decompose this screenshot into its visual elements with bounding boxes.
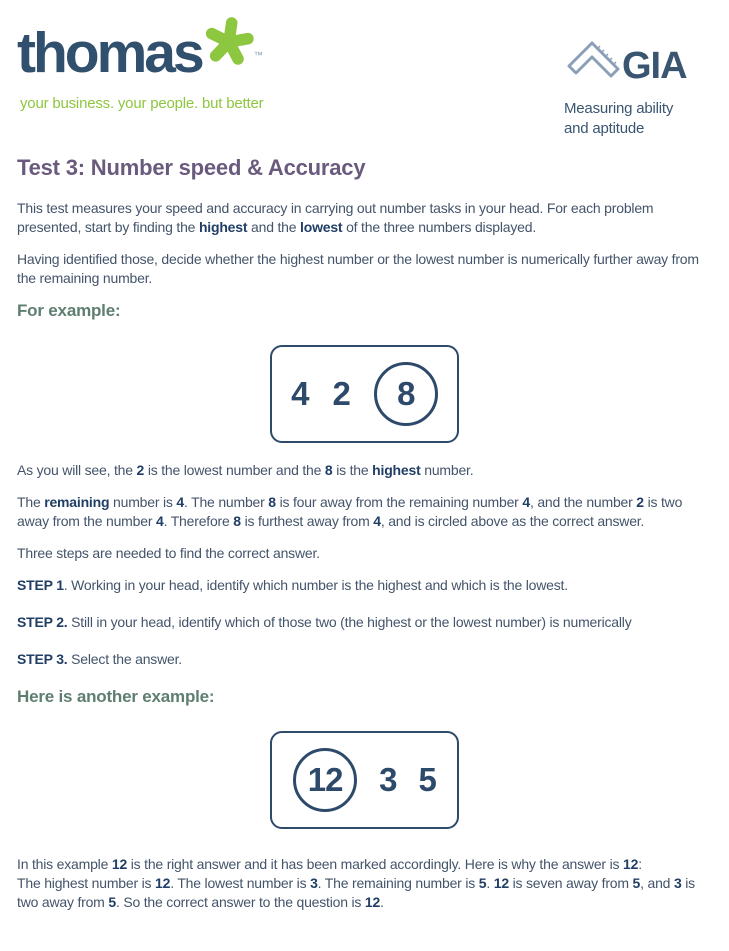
- identify-paragraph: Having identified those, decide whether the highest number or the lowest number is numerically further away from the remaining number.: [17, 251, 699, 286]
- thomas-logo: [17, 22, 263, 112]
- example1-answer-circle: [374, 362, 438, 426]
- step1-line: STEP 1. Working in your head, identify which number is the highest and which is the lowest.: [17, 577, 568, 593]
- example2-number-3: 5: [418, 761, 436, 798]
- example2-box: [270, 731, 459, 829]
- three-steps-paragraph: Three steps are needed to find the correct answer.: [17, 545, 320, 561]
- remaining-number-paragraph: The remaining number is 4. The number 8 is four away from the remaining number 4, and the number 2 is two away from the number 4. Therefore 8 is furthest away from 4, and is circled above as the correct answer.: [17, 494, 683, 529]
- intro-paragraph: This test measures your speed and accuracy in carrying out number tasks in your head. For each problem presented, start by finding the highest and the lowest of the three numbers displayed.: [17, 200, 654, 235]
- step2-line: STEP 2. Still in your head, identify which of those two (the highest or the lowest number) is numerically: [17, 614, 632, 630]
- example1-heading: For example:: [17, 301, 121, 320]
- header: [17, 22, 712, 139]
- gia-logo-row: [564, 38, 712, 93]
- example2-heading: Here is another example:: [17, 687, 215, 706]
- example1-number-1: 4: [291, 375, 309, 412]
- example2-answer-circle: [293, 748, 357, 812]
- thomas-tagline: your business. your people. but better: [20, 95, 264, 112]
- example2-circled-number: 12: [307, 761, 343, 798]
- thomas-logo-row: [17, 22, 263, 95]
- example2-number-2: 3: [379, 761, 397, 798]
- gia-logo: [564, 22, 712, 139]
- example1-number-2: 2: [332, 375, 350, 412]
- conclusion-line1: In this example 12 is the right answer and it has been marked accordingly. Here is why the answer is 12:: [17, 856, 642, 872]
- page-title: Test 3: Number speed & Accuracy: [17, 155, 366, 180]
- gia-tagline-line1: Measuring ability: [564, 100, 674, 117]
- example1-circled-number: 8: [397, 375, 415, 412]
- lowest-highest-paragraph: As you will see, the 2 is the lowest number and the 8 is the highest number.: [17, 462, 474, 478]
- trademark-symbol: ™: [253, 50, 263, 60]
- conclusion-line2: The highest number is 12. The lowest number is 3. The remaining number is 5. 12 is seven away from 5, and 3 is two away from 5. So the correct answer to the question is 12.: [17, 875, 695, 910]
- gia-wordmark: GIA: [622, 44, 687, 87]
- thomas-wordmark: thomas: [17, 21, 202, 85]
- step3-line: STEP 3. Select the answer.: [17, 651, 182, 667]
- set-square-icon: [564, 38, 622, 93]
- gia-tagline-line2: and aptitude: [564, 120, 645, 137]
- example1-box: [270, 345, 459, 443]
- puzzle-asterisk-icon: [204, 16, 254, 95]
